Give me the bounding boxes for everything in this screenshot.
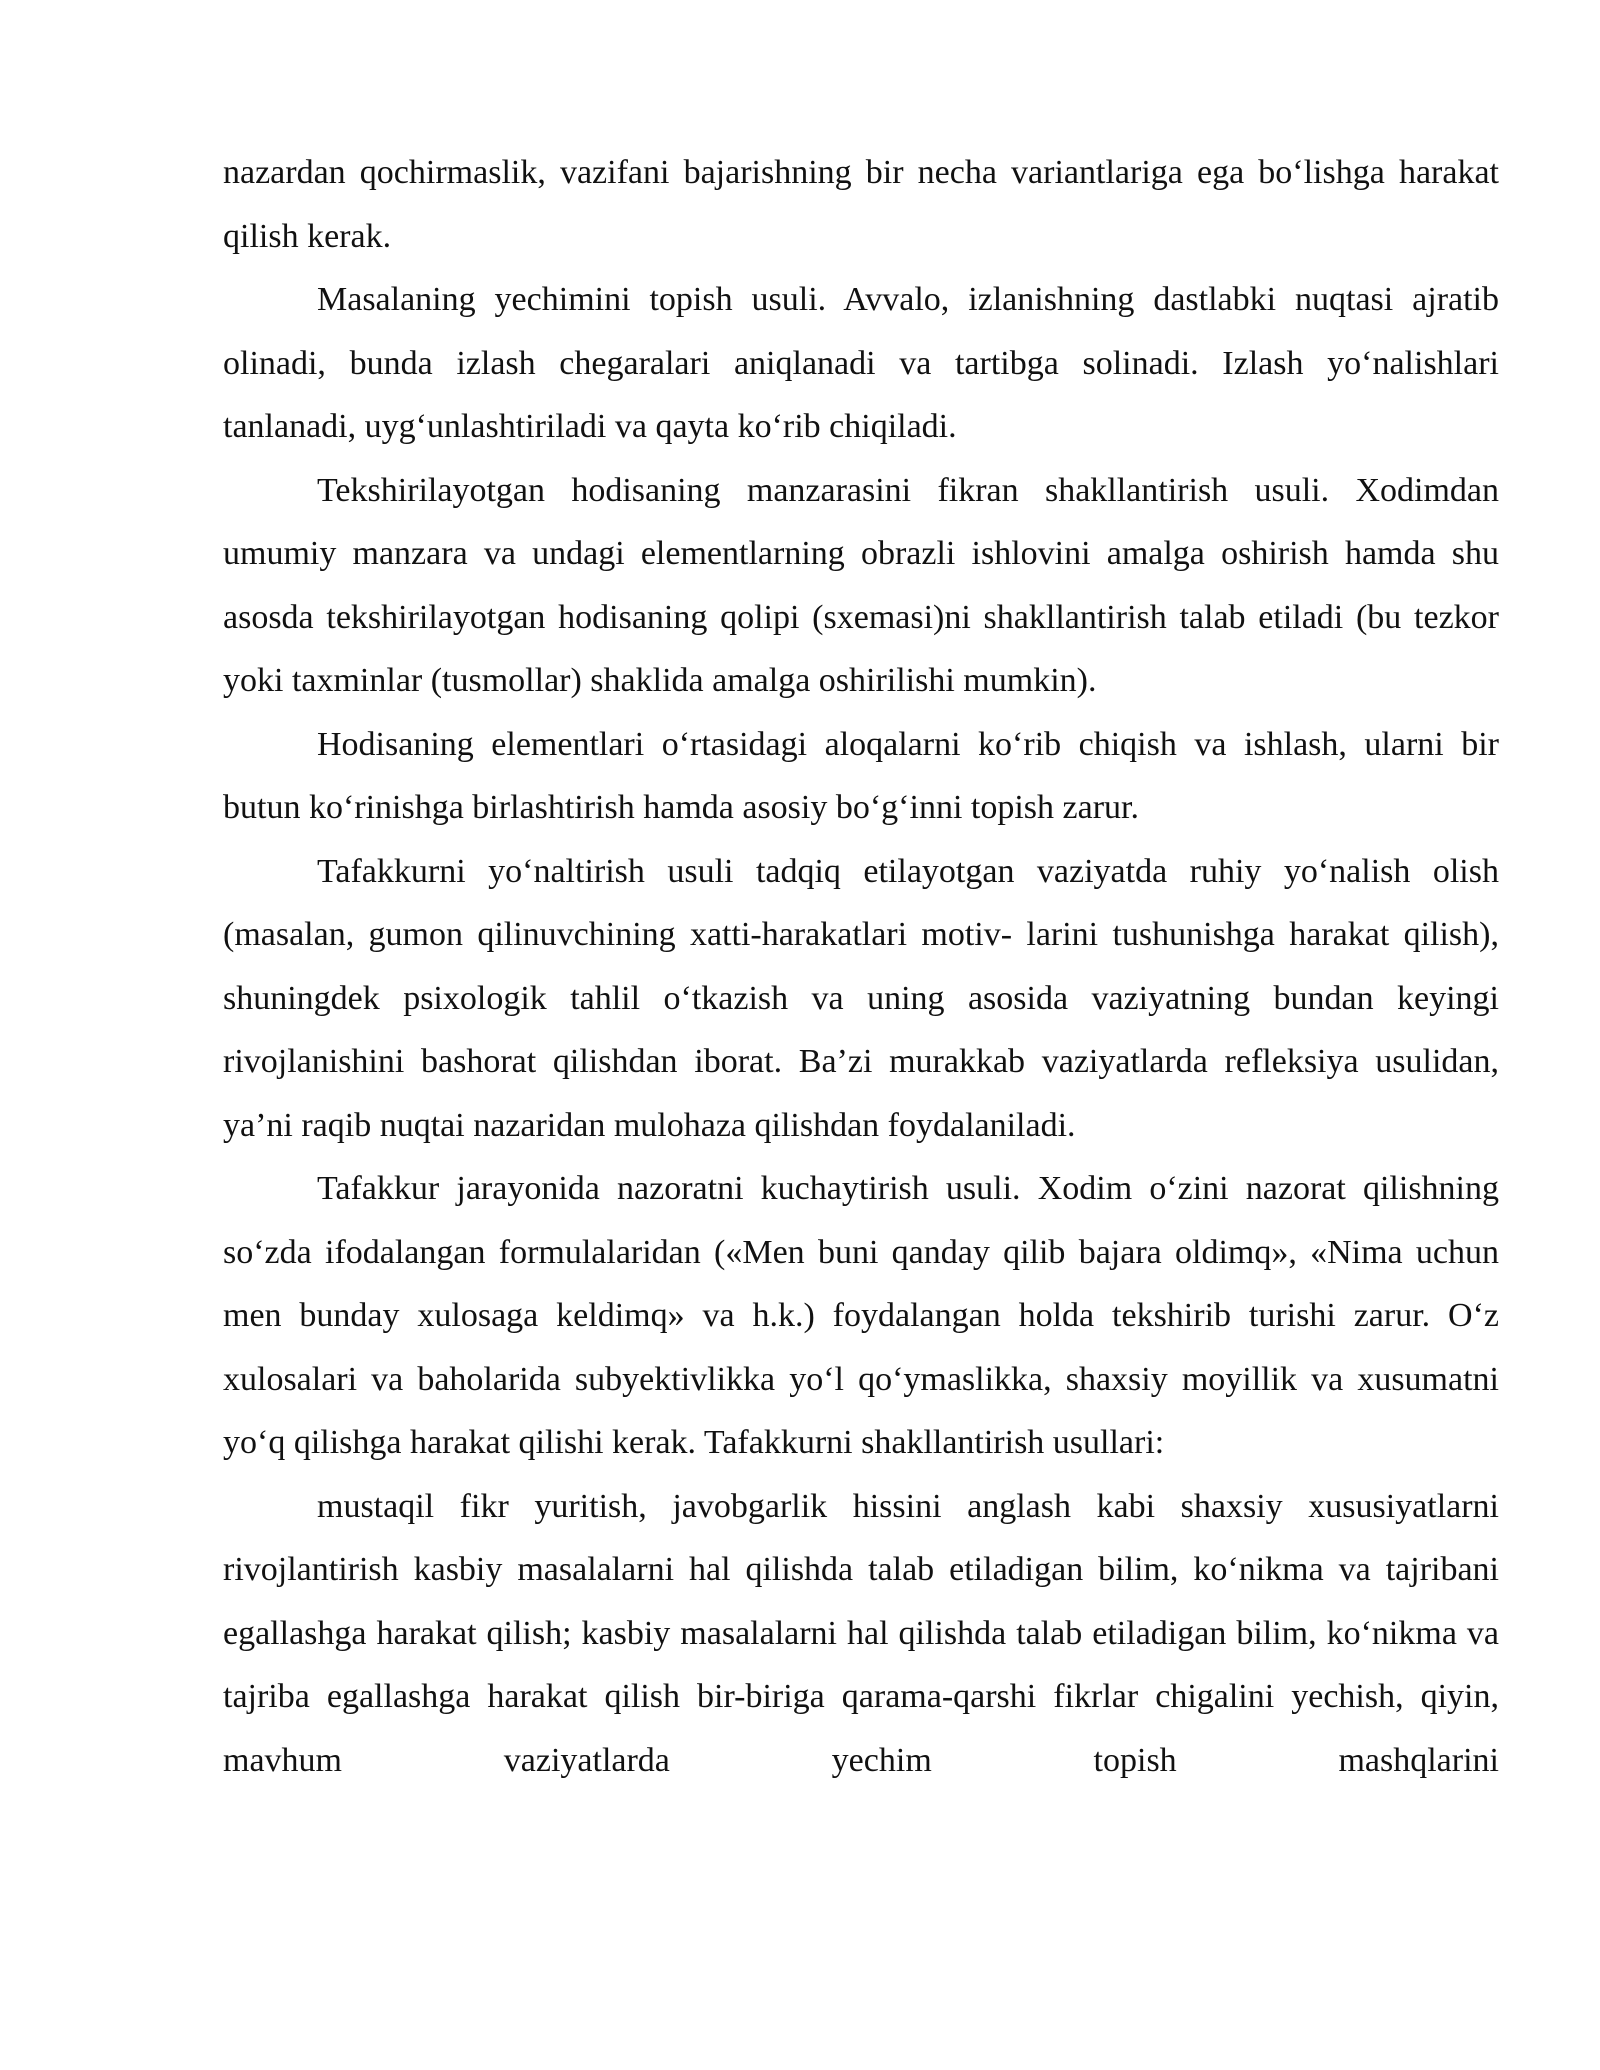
document-body	[223, 141, 1499, 1792]
paragraph-2: Masalaning yechimini topish usuli. Avvalo, izlanishning dastlabki nuqtasi ajratib olinadi, bunda izlash chegaralari aniqlanadi va tartibga solinadi. Izlash yo‘nalishlari tanlanadi, uyg‘unlashtiriladi va qayta ko‘rib chiqiladi.	[223, 281, 1499, 445]
paragraph-1: nazardan qochirmaslik, vazifani bajarishning bir necha variantlariga ega bo‘lishga harakat qilish kerak.	[223, 154, 1499, 255]
paragraph-3: Tekshirilayotgan hodisaning manzarasini fikran shakllantirish usuli. Xodimdan umumiy manzara va undagi elementlarning obrazli ishlovini amalga oshirish hamda shu asosda tekshirilayotgan hodisaning qolipi (sxemasi)ni shakllantirish talab etiladi (bu tezkor yoki taxminlar (tusmollar) shaklida amalga oshirilishi mumkin).	[223, 471, 1499, 699]
paragraph-5: Tafakkurni yo‘naltirish usuli tadqiq etilayotgan vaziyatda ruhiy yo‘nalish olish (masalan, gumon qilinuvchining xatti-harakatlari motiv- larini tushunishga harakat qilish), shuningdek psixologik tahlil o‘tkazish va uning asosida vaziyatning bundan keyingi rivojlanishini bashorat qilishdan iborat. Ba’zi murakkab vaziyatlarda refleksiya usulidan, ya’ni raqib nuqtai nazaridan mulohaza qilishdan foydalaniladi.	[223, 852, 1499, 1144]
paragraph-4: Hodisaning elementlari o‘rtasidagi aloqalarni ko‘rib chiqish va ishlash, ularni bir butun ko‘rinishga birlashtirish hamda asosiy bo‘g‘inni topish zarur.	[223, 725, 1499, 826]
paragraph-7: mustaqil fikr yuritish, javobgarlik hissini anglash kabi shaxsiy xususiyatlarni rivojlantirish kasbiy masalalarni hal qilishda talab etiladigan bilim, ko‘nikma va tajribani egallashga harakat qilish; kasbiy masalalarni hal qilishda talab etiladigan bilim, ko‘nikma va tajriba egallashga harakat qilish bir-biriga qarama-qarshi fikrlar chigalini yechish, qiyin, mavhum vaziyatlarda yechim topish mashqlarini	[223, 1487, 1499, 1779]
paragraph-6: Tafakkur jarayonida nazoratni kuchaytirish usuli. Xodim o‘zini nazorat qilishning so‘zda ifodalangan formulalaridan («Men buni qanday qilib bajara oldimq», «Nima uchun men bunday xulosaga keldimq» va h.k.) foydalangan holda tekshirib turishi zarur. O‘z xulosalari va baholarida subyektivlikka yo‘l qo‘ymaslikka, shaxsiy moyillik va xusumatni yo‘q qilishga harakat qilishi kerak. Tafakkurni shakllantirish usullari:	[223, 1170, 1499, 1461]
